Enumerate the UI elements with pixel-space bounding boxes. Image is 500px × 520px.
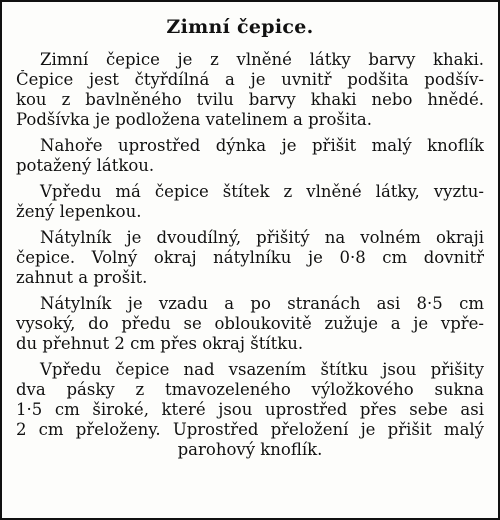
text-line: 1·5 cm široké, které jsou uprostřed přes sebe asi	[16, 400, 484, 419]
paragraph-material	[16, 50, 484, 130]
text-line: žený lepenkou.	[16, 202, 142, 221]
text-line: zahnut a prošit.	[16, 268, 148, 287]
text-line: Nátylník je dvoudílný, přišitý na volném okraji	[40, 228, 484, 247]
text-line: kou z bavlněného tvilu barvy khaki nebo hnědé.	[16, 90, 484, 109]
text-line: Vpředu čepice nad vsazením štítku jsou přišity	[40, 360, 484, 379]
text-line: parohový knoflík.	[177, 440, 323, 459]
text-line: Čepice jest čtyřdílná a je uvnitř podšita podšív-	[16, 70, 484, 89]
text-line: čepice. Volný okraj nátylníku je 0·8 cm dovnitř	[16, 248, 484, 267]
text-line: potažený látkou.	[16, 156, 155, 175]
text-line: Vpředu má čepice štítek z vlněné látky, vyztu-	[40, 182, 484, 201]
text-line: vysoký, do předu se obloukovitě zužuje a je vpře-	[16, 314, 484, 333]
text-line: 2 cm přeloženy. Uprostřed přeložení je přišit malý	[16, 420, 484, 439]
text-line: Nátylník je vzadu a po stranách asi 8·5 cm	[40, 294, 484, 313]
paragraph-neck-flap	[16, 228, 484, 288]
text-line: Podšívka je podložena vatelinem a prošita.	[16, 110, 372, 129]
text-line: dva pásky z tmavozeleného výložkového sukna	[16, 380, 484, 399]
paragraph-button-top	[16, 136, 484, 176]
paragraph-straps	[16, 360, 484, 460]
paragraph-neck-flap-size	[16, 294, 484, 354]
text-line: Zimní čepice je z vlněné látky barvy khaki.	[40, 50, 484, 69]
text-line: du přehnut 2 cm přes okraj štítku.	[16, 334, 304, 353]
page-title: Zimní čepice.	[166, 16, 314, 38]
text-line: Nahoře uprostřed dýnka je přišit malý knoflík	[40, 136, 484, 155]
paragraph-visor	[16, 182, 484, 222]
